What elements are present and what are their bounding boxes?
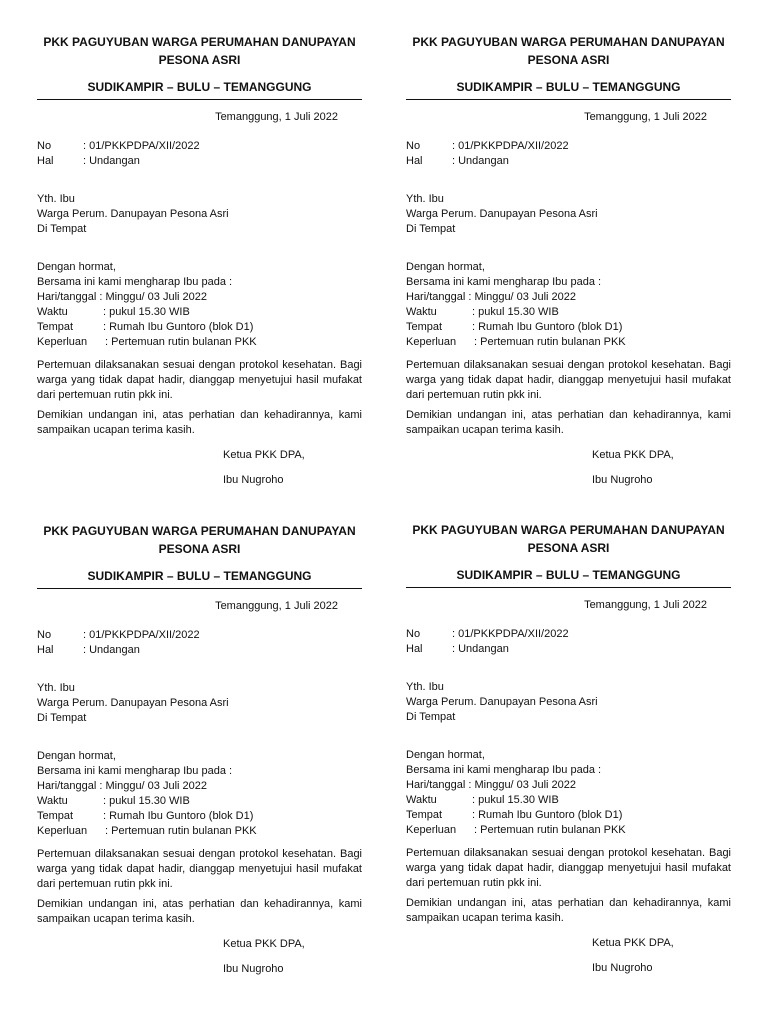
signer-title: Ketua PKK DPA, xyxy=(223,938,305,950)
letterhead-title: PKK PAGUYUBAN WARGA PERUMAHAN DANUPAYAN PESONA ASRI xyxy=(412,523,725,555)
letter-meta: No : 01/PKKPDPA/XII/2022 Hal : Undangan xyxy=(37,140,200,167)
letterhead-title: PKK PAGUYUBAN WARGA PERUMAHAN DANUPAYAN PESONA ASRI xyxy=(43,35,356,67)
event-details: Waktu : pukul 15.30 WIB Tempat : Rumah Ibu Guntoro (blok D1) Keperluan : Pertemuan rutin bulanan PKK xyxy=(37,795,257,837)
signer-title: Ketua PKK DPA, xyxy=(592,937,674,949)
signer-name: Ibu Nugroho xyxy=(592,474,653,486)
invitation-letter-top-left xyxy=(37,33,362,488)
event-details: Waktu : pukul 15.30 WIB Tempat : Rumah Ibu Guntoro (blok D1) Keperluan : Pertemuan rutin bulanan PKK xyxy=(406,306,626,348)
letterhead-subtitle: SUDIKAMPIR – BULU – TEMANGGUNG xyxy=(37,79,362,100)
opening-block: Dengan hormat, Bersama ini kami mengharap Ibu pada : Hari/tanggal : Minggu/ 03 Juli 2022 xyxy=(37,750,233,792)
letter-date: Temanggung, 1 Juli 2022 xyxy=(584,599,707,611)
invitation-letter-bottom-left xyxy=(37,522,362,977)
event-details: Waktu : pukul 15.30 WIB Tempat : Rumah Ibu Guntoro (blok D1) Keperluan : Pertemuan rutin bulanan PKK xyxy=(37,306,257,348)
protocol-paragraph: Pertemuan dilaksanakan sesuai dengan protokol kesehatan. Bagi warga yang tidak dapat hadir, dianggap menyetujui hasil mufakat dari pertemuan rutin pkk ini. xyxy=(37,359,362,401)
closing-paragraph: Demikian undangan ini, atas perhatian dan kehadirannya, kami sampaikan ucapan terima kasih. xyxy=(37,409,362,436)
signer-title: Ketua PKK DPA, xyxy=(223,449,305,461)
event-details: Waktu : pukul 15.30 WIB Tempat : Rumah Ibu Guntoro (blok D1) Keperluan : Pertemuan rutin bulanan PKK xyxy=(406,794,626,836)
protocol-paragraph: Pertemuan dilaksanakan sesuai dengan protokol kesehatan. Bagi warga yang tidak dapat hadir, dianggap menyetujui hasil mufakat dari pertemuan rutin pkk ini. xyxy=(406,847,731,889)
recipient-block: Yth. Ibu Warga Perum. Danupayan Pesona Asri Di Tempat xyxy=(37,682,229,724)
recipient-block: Yth. Ibu Warga Perum. Danupayan Pesona Asri Di Tempat xyxy=(37,193,229,235)
letter-date: Temanggung, 1 Juli 2022 xyxy=(215,111,338,123)
recipient-block: Yth. Ibu Warga Perum. Danupayan Pesona Asri Di Tempat xyxy=(406,681,598,723)
signer-name: Ibu Nugroho xyxy=(223,474,284,486)
signer-name: Ibu Nugroho xyxy=(592,962,653,974)
opening-block: Dengan hormat, Bersama ini kami mengharap Ibu pada : Hari/tanggal : Minggu/ 03 Juli 2022 xyxy=(37,261,233,303)
signer-name: Ibu Nugroho xyxy=(223,963,284,975)
recipient-block: Yth. Ibu Warga Perum. Danupayan Pesona Asri Di Tempat xyxy=(406,193,598,235)
letter-date: Temanggung, 1 Juli 2022 xyxy=(215,600,338,612)
letter-meta: No : 01/PKKPDPA/XII/2022 Hal : Undangan xyxy=(406,140,569,167)
opening-block: Dengan hormat, Bersama ini kami mengharap Ibu pada : Hari/tanggal : Minggu/ 03 Juli 2022 xyxy=(406,261,602,303)
letterhead-title: PKK PAGUYUBAN WARGA PERUMAHAN DANUPAYAN PESONA ASRI xyxy=(412,35,725,67)
protocol-paragraph: Pertemuan dilaksanakan sesuai dengan protokol kesehatan. Bagi warga yang tidak dapat hadir, dianggap menyetujui hasil mufakat dari pertemuan rutin pkk ini. xyxy=(406,359,731,401)
closing-paragraph: Demikian undangan ini, atas perhatian dan kehadirannya, kami sampaikan ucapan terima kasih. xyxy=(37,898,362,925)
protocol-paragraph: Pertemuan dilaksanakan sesuai dengan protokol kesehatan. Bagi warga yang tidak dapat hadir, dianggap menyetujui hasil mufakat dari pertemuan rutin pkk ini. xyxy=(37,848,362,890)
letterhead-subtitle: SUDIKAMPIR – BULU – TEMANGGUNG xyxy=(37,568,362,589)
letter-date: Temanggung, 1 Juli 2022 xyxy=(584,111,707,123)
invitation-letter-bottom-right xyxy=(406,521,731,976)
closing-paragraph: Demikian undangan ini, atas perhatian dan kehadirannya, kami sampaikan ucapan terima kasih. xyxy=(406,897,731,924)
invitation-letter-top-right xyxy=(406,33,731,488)
letterhead-subtitle: SUDIKAMPIR – BULU – TEMANGGUNG xyxy=(406,567,731,588)
letterhead-subtitle: SUDIKAMPIR – BULU – TEMANGGUNG xyxy=(406,79,731,100)
signer-title: Ketua PKK DPA, xyxy=(592,449,674,461)
letter-meta: No : 01/PKKPDPA/XII/2022 Hal : Undangan xyxy=(406,628,569,655)
letterhead-title: PKK PAGUYUBAN WARGA PERUMAHAN DANUPAYAN PESONA ASRI xyxy=(43,524,356,556)
letter-meta: No : 01/PKKPDPA/XII/2022 Hal : Undangan xyxy=(37,629,200,656)
closing-paragraph: Demikian undangan ini, atas perhatian dan kehadirannya, kami sampaikan ucapan terima kasih. xyxy=(406,409,731,436)
opening-block: Dengan hormat, Bersama ini kami mengharap Ibu pada : Hari/tanggal : Minggu/ 03 Juli 2022 xyxy=(406,749,602,791)
